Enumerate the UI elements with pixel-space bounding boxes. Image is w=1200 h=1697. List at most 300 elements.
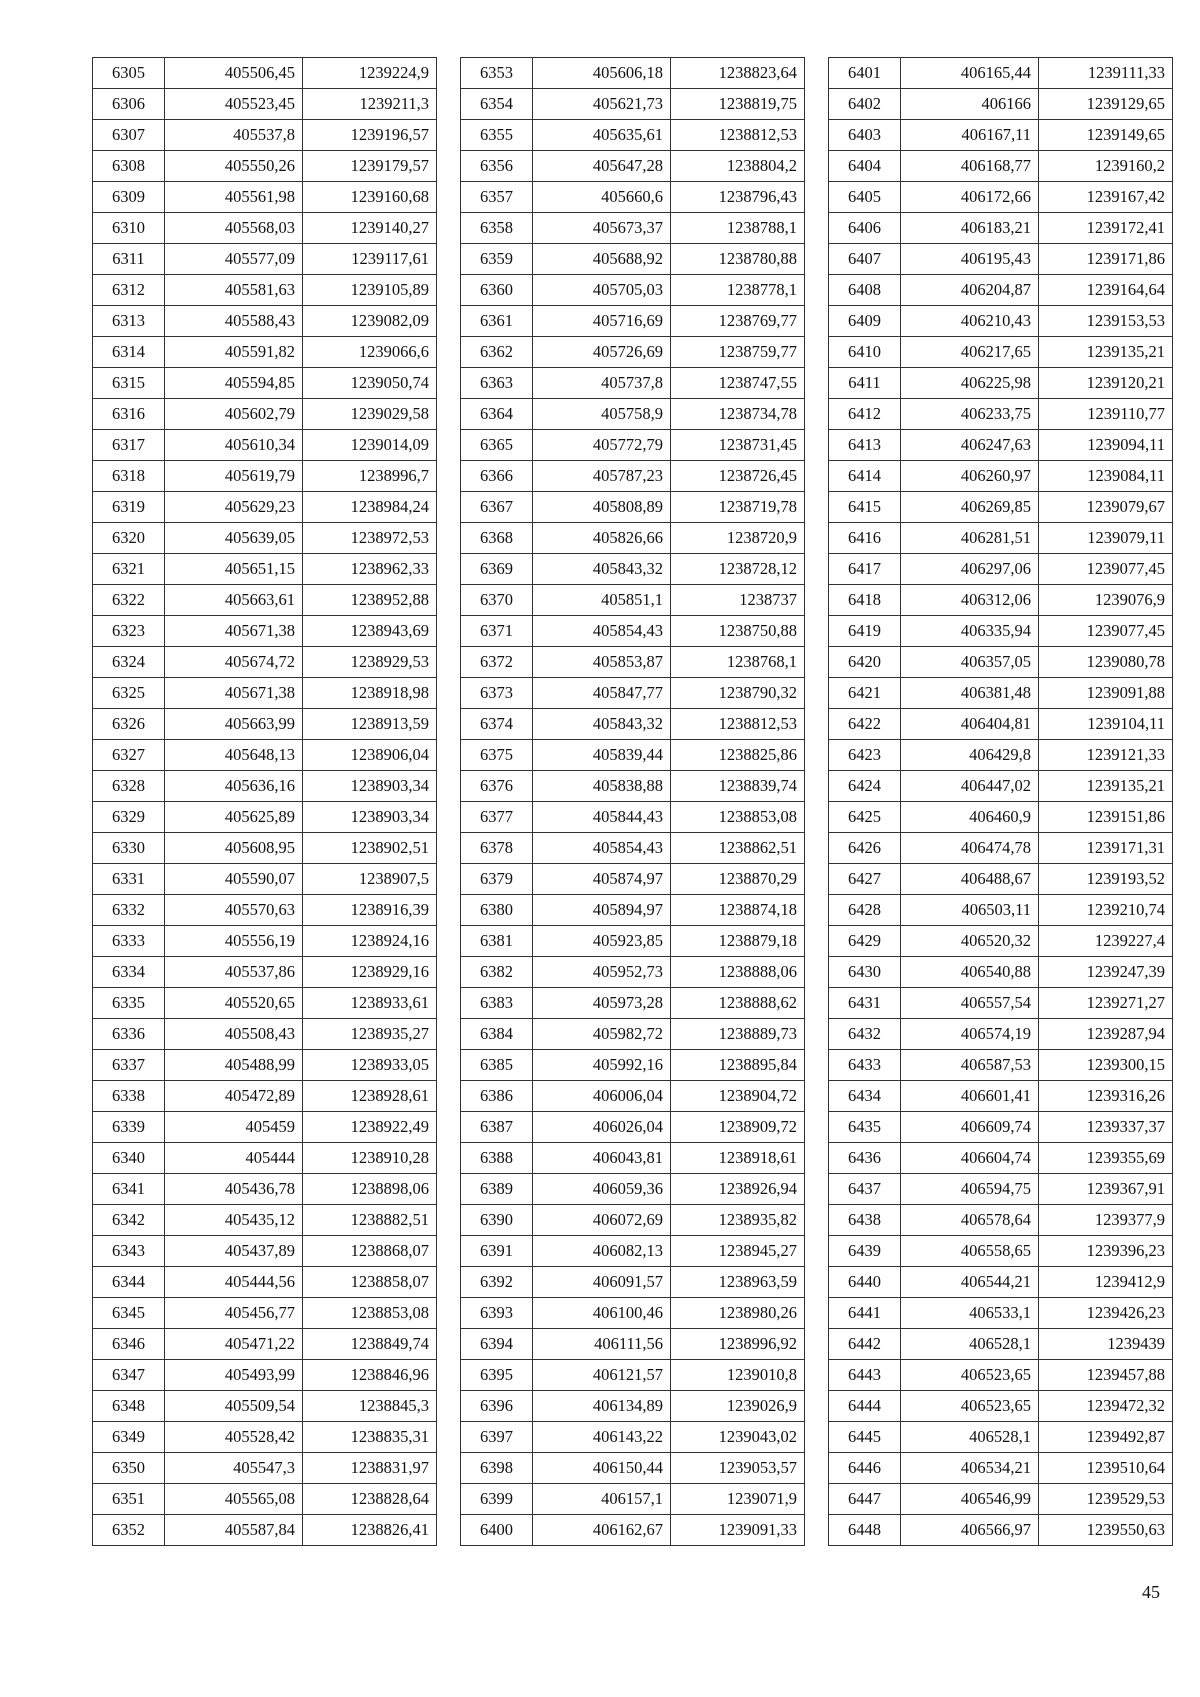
y-coordinate-cell: 1238826,41 [303,1515,437,1546]
point-id-cell: 6366 [461,461,533,492]
table-row [93,523,437,554]
x-coordinate-cell: 406566,97 [901,1515,1039,1546]
table-row [829,1484,1173,1515]
point-id-cell: 6401 [829,58,901,89]
point-id-cell: 6343 [93,1236,165,1267]
point-id-cell: 6442 [829,1329,901,1360]
point-id-cell: 6380 [461,895,533,926]
table-row [93,337,437,368]
x-coordinate-cell: 405435,12 [165,1205,303,1236]
x-coordinate-cell: 406143,22 [533,1422,671,1453]
table-row [93,1050,437,1081]
x-coordinate-cell: 405608,95 [165,833,303,864]
x-coordinate-cell: 405716,69 [533,306,671,337]
x-coordinate-cell: 405561,98 [165,182,303,213]
point-id-cell: 6444 [829,1391,901,1422]
y-coordinate-cell: 1239529,53 [1039,1484,1173,1515]
y-coordinate-cell: 1239151,86 [1039,802,1173,833]
point-id-cell: 6354 [461,89,533,120]
y-coordinate-cell: 1238796,43 [671,182,805,213]
point-id-cell: 6379 [461,864,533,895]
x-coordinate-cell: 405565,08 [165,1484,303,1515]
y-coordinate-cell: 1239053,57 [671,1453,805,1484]
x-coordinate-cell: 406269,85 [901,492,1039,523]
point-id-cell: 6308 [93,151,165,182]
point-id-cell: 6433 [829,1050,901,1081]
x-coordinate-cell: 406091,57 [533,1267,671,1298]
x-coordinate-cell: 406574,19 [901,1019,1039,1050]
table-row [829,368,1173,399]
x-coordinate-cell: 406157,1 [533,1484,671,1515]
x-coordinate-cell: 406587,53 [901,1050,1039,1081]
x-coordinate-cell: 405853,87 [533,647,671,678]
point-id-cell: 6406 [829,213,901,244]
x-coordinate-cell: 406460,9 [901,802,1039,833]
x-coordinate-cell: 406474,78 [901,833,1039,864]
x-coordinate-cell: 405671,38 [165,616,303,647]
table-row [461,802,805,833]
x-coordinate-cell: 406578,64 [901,1205,1039,1236]
table-row [93,1422,437,1453]
y-coordinate-cell: 1238845,3 [303,1391,437,1422]
point-id-cell: 6306 [93,89,165,120]
x-coordinate-cell: 405610,34 [165,430,303,461]
table-row [829,554,1173,585]
point-id-cell: 6357 [461,182,533,213]
y-coordinate-cell: 1238853,08 [303,1298,437,1329]
y-coordinate-cell: 1239071,9 [671,1484,805,1515]
point-id-cell: 6318 [93,461,165,492]
y-coordinate-cell: 1239210,74 [1039,895,1173,926]
table-row [93,616,437,647]
point-id-cell: 6339 [93,1112,165,1143]
table-row [93,1391,437,1422]
point-id-cell: 6344 [93,1267,165,1298]
point-id-cell: 6372 [461,647,533,678]
point-id-cell: 6328 [93,771,165,802]
y-coordinate-cell: 1238903,34 [303,802,437,833]
table-row [461,1050,805,1081]
point-id-cell: 6378 [461,833,533,864]
y-coordinate-cell: 1239026,9 [671,1391,805,1422]
table-row [461,430,805,461]
x-coordinate-cell: 405647,28 [533,151,671,182]
table-row [93,926,437,957]
y-coordinate-cell: 1238839,74 [671,771,805,802]
table-row [93,1484,437,1515]
y-coordinate-cell: 1238812,53 [671,709,805,740]
table-row [829,1205,1173,1236]
x-coordinate-cell: 406233,75 [901,399,1039,430]
table-row [93,182,437,213]
y-coordinate-cell: 1238804,2 [671,151,805,182]
y-coordinate-cell: 1239077,45 [1039,616,1173,647]
table-row [461,616,805,647]
table-row [829,337,1173,368]
y-coordinate-cell: 1238862,51 [671,833,805,864]
table-row [461,1019,805,1050]
x-coordinate-cell: 405660,6 [533,182,671,213]
table-row [93,833,437,864]
x-coordinate-cell: 406059,36 [533,1174,671,1205]
point-id-cell: 6440 [829,1267,901,1298]
table-row [461,368,805,399]
x-coordinate-cell: 405639,05 [165,523,303,554]
x-coordinate-cell: 405854,43 [533,833,671,864]
x-coordinate-cell: 405506,45 [165,58,303,89]
table-row [93,368,437,399]
x-coordinate-cell: 406381,48 [901,678,1039,709]
table-row [461,864,805,895]
y-coordinate-cell: 1239091,88 [1039,678,1173,709]
x-coordinate-cell: 406404,81 [901,709,1039,740]
x-coordinate-cell: 405537,86 [165,957,303,988]
y-coordinate-cell: 1239396,23 [1039,1236,1173,1267]
y-coordinate-cell: 1238898,06 [303,1174,437,1205]
table-row [93,957,437,988]
point-id-cell: 6359 [461,244,533,275]
coordinate-table-1 [92,57,437,1546]
x-coordinate-cell: 405437,89 [165,1236,303,1267]
y-coordinate-cell: 1238924,16 [303,926,437,957]
x-coordinate-cell: 406260,97 [901,461,1039,492]
y-coordinate-cell: 1239300,15 [1039,1050,1173,1081]
table-row [93,306,437,337]
point-id-cell: 6443 [829,1360,901,1391]
y-coordinate-cell: 1239129,65 [1039,89,1173,120]
y-coordinate-cell: 1238935,82 [671,1205,805,1236]
point-id-cell: 6424 [829,771,901,802]
x-coordinate-cell: 405621,73 [533,89,671,120]
point-id-cell: 6370 [461,585,533,616]
x-coordinate-cell: 405663,61 [165,585,303,616]
x-coordinate-cell: 405671,38 [165,678,303,709]
x-coordinate-cell: 406043,81 [533,1143,671,1174]
x-coordinate-cell: 405509,54 [165,1391,303,1422]
point-id-cell: 6342 [93,1205,165,1236]
table-row [461,957,805,988]
x-coordinate-cell: 406534,21 [901,1453,1039,1484]
table-row [461,89,805,120]
point-id-cell: 6336 [93,1019,165,1050]
point-id-cell: 6330 [93,833,165,864]
y-coordinate-cell: 1238996,92 [671,1329,805,1360]
point-id-cell: 6348 [93,1391,165,1422]
x-coordinate-cell: 405591,82 [165,337,303,368]
x-coordinate-cell: 405826,66 [533,523,671,554]
point-id-cell: 6341 [93,1174,165,1205]
table-row [829,895,1173,926]
y-coordinate-cell: 1238913,59 [303,709,437,740]
point-id-cell: 6346 [93,1329,165,1360]
y-coordinate-cell: 1239172,41 [1039,213,1173,244]
point-id-cell: 6397 [461,1422,533,1453]
y-coordinate-cell: 1239140,27 [303,213,437,244]
point-id-cell: 6391 [461,1236,533,1267]
x-coordinate-cell: 405606,18 [533,58,671,89]
x-coordinate-cell: 406082,13 [533,1236,671,1267]
x-coordinate-cell: 405444 [165,1143,303,1174]
coordinate-table-3 [828,57,1173,1546]
table-row [93,492,437,523]
point-id-cell: 6363 [461,368,533,399]
table-row [829,213,1173,244]
x-coordinate-cell: 406297,06 [901,554,1039,585]
table-row [461,1453,805,1484]
point-id-cell: 6324 [93,647,165,678]
y-coordinate-cell: 1238904,72 [671,1081,805,1112]
table-row [461,1329,805,1360]
y-coordinate-cell: 1238719,78 [671,492,805,523]
x-coordinate-cell: 405648,13 [165,740,303,771]
table-row [461,1422,805,1453]
x-coordinate-cell: 405444,56 [165,1267,303,1298]
point-id-cell: 6365 [461,430,533,461]
point-id-cell: 6319 [93,492,165,523]
table-row [93,1236,437,1267]
table-row [93,1515,437,1546]
point-id-cell: 6383 [461,988,533,1019]
x-coordinate-cell: 405629,23 [165,492,303,523]
point-id-cell: 6447 [829,1484,901,1515]
point-id-cell: 6432 [829,1019,901,1050]
y-coordinate-cell: 1239104,11 [1039,709,1173,740]
point-id-cell: 6309 [93,182,165,213]
x-coordinate-cell: 405570,63 [165,895,303,926]
table-row [93,554,437,585]
table-row [461,1081,805,1112]
table-row [829,1019,1173,1050]
y-coordinate-cell: 1239149,65 [1039,120,1173,151]
table-row [461,213,805,244]
y-coordinate-cell: 1238907,5 [303,864,437,895]
table-row [461,1174,805,1205]
table-row [829,1143,1173,1174]
x-coordinate-cell: 406447,02 [901,771,1039,802]
table-row [829,151,1173,182]
table-row [93,864,437,895]
table-row [829,1174,1173,1205]
point-id-cell: 6307 [93,120,165,151]
table-row [461,585,805,616]
x-coordinate-cell: 405923,85 [533,926,671,957]
x-coordinate-cell: 406503,11 [901,895,1039,926]
x-coordinate-cell: 406183,21 [901,213,1039,244]
point-id-cell: 6403 [829,120,901,151]
x-coordinate-cell: 405952,73 [533,957,671,988]
y-coordinate-cell: 1238778,1 [671,275,805,306]
x-coordinate-cell: 405577,09 [165,244,303,275]
x-coordinate-cell: 405982,72 [533,1019,671,1050]
table-row [461,709,805,740]
y-coordinate-cell: 1239121,33 [1039,740,1173,771]
point-id-cell: 6338 [93,1081,165,1112]
table-row [829,771,1173,802]
y-coordinate-cell: 1238906,04 [303,740,437,771]
y-coordinate-cell: 1239550,63 [1039,1515,1173,1546]
point-id-cell: 6329 [93,802,165,833]
point-id-cell: 6312 [93,275,165,306]
table-row [829,89,1173,120]
point-id-cell: 6425 [829,802,901,833]
table-row [93,151,437,182]
table-row [93,585,437,616]
point-id-cell: 6416 [829,523,901,554]
y-coordinate-cell: 1238888,06 [671,957,805,988]
x-coordinate-cell: 406204,87 [901,275,1039,306]
y-coordinate-cell: 1238926,94 [671,1174,805,1205]
x-coordinate-cell: 405587,84 [165,1515,303,1546]
x-coordinate-cell: 405874,97 [533,864,671,895]
point-id-cell: 6445 [829,1422,901,1453]
point-id-cell: 6351 [93,1484,165,1515]
point-id-cell: 6305 [93,58,165,89]
y-coordinate-cell: 1238962,33 [303,554,437,585]
table-row [829,926,1173,957]
point-id-cell: 6340 [93,1143,165,1174]
x-coordinate-cell: 406528,1 [901,1329,1039,1360]
x-coordinate-cell: 405472,89 [165,1081,303,1112]
point-id-cell: 6382 [461,957,533,988]
x-coordinate-cell: 406150,44 [533,1453,671,1484]
x-coordinate-cell: 406167,11 [901,120,1039,151]
point-id-cell: 6387 [461,1112,533,1143]
table-row [93,709,437,740]
point-id-cell: 6410 [829,337,901,368]
table-row [461,399,805,430]
x-coordinate-cell: 406210,43 [901,306,1039,337]
y-coordinate-cell: 1239377,9 [1039,1205,1173,1236]
page-number: 45 [1142,1582,1160,1602]
x-coordinate-cell: 406100,46 [533,1298,671,1329]
table-row [461,182,805,213]
point-id-cell: 6411 [829,368,901,399]
y-coordinate-cell: 1238972,53 [303,523,437,554]
y-coordinate-cell: 1238984,24 [303,492,437,523]
y-coordinate-cell: 1239492,87 [1039,1422,1173,1453]
x-coordinate-cell: 406528,1 [901,1422,1039,1453]
table-row [461,275,805,306]
table-row [461,1298,805,1329]
x-coordinate-cell: 405568,03 [165,213,303,244]
table-row [829,523,1173,554]
table-row [93,430,437,461]
x-coordinate-cell: 406523,65 [901,1391,1039,1422]
x-coordinate-cell: 406134,89 [533,1391,671,1422]
point-id-cell: 6355 [461,120,533,151]
point-id-cell: 6420 [829,647,901,678]
table-row [829,182,1173,213]
point-id-cell: 6385 [461,1050,533,1081]
point-id-cell: 6332 [93,895,165,926]
x-coordinate-cell: 405737,8 [533,368,671,399]
y-coordinate-cell: 1239120,21 [1039,368,1173,399]
table-row [461,492,805,523]
table-row [461,1484,805,1515]
y-coordinate-cell: 1239079,67 [1039,492,1173,523]
point-id-cell: 6405 [829,182,901,213]
x-coordinate-cell: 405688,92 [533,244,671,275]
point-id-cell: 6407 [829,244,901,275]
y-coordinate-cell: 1238888,62 [671,988,805,1019]
point-id-cell: 6337 [93,1050,165,1081]
y-coordinate-cell: 1239079,11 [1039,523,1173,554]
y-coordinate-cell: 1239076,9 [1039,585,1173,616]
point-id-cell: 6436 [829,1143,901,1174]
x-coordinate-cell: 405619,79 [165,461,303,492]
x-coordinate-cell: 405851,1 [533,585,671,616]
table-row [93,1360,437,1391]
x-coordinate-cell: 405550,26 [165,151,303,182]
point-id-cell: 6430 [829,957,901,988]
point-id-cell: 6429 [829,926,901,957]
x-coordinate-cell: 406281,51 [901,523,1039,554]
table-row [829,1236,1173,1267]
point-id-cell: 6413 [829,430,901,461]
y-coordinate-cell: 1239110,77 [1039,399,1173,430]
point-id-cell: 6352 [93,1515,165,1546]
point-id-cell: 6349 [93,1422,165,1453]
y-coordinate-cell: 1238933,61 [303,988,437,1019]
point-id-cell: 6418 [829,585,901,616]
table-row [93,740,437,771]
table-row [93,213,437,244]
table-row [461,1205,805,1236]
x-coordinate-cell: 405847,77 [533,678,671,709]
y-coordinate-cell: 1238734,78 [671,399,805,430]
table-row [93,988,437,1019]
x-coordinate-cell: 405636,16 [165,771,303,802]
y-coordinate-cell: 1238768,1 [671,647,805,678]
point-id-cell: 6353 [461,58,533,89]
point-id-cell: 6333 [93,926,165,957]
point-id-cell: 6409 [829,306,901,337]
x-coordinate-cell: 406121,57 [533,1360,671,1391]
table-row [829,678,1173,709]
point-id-cell: 6316 [93,399,165,430]
y-coordinate-cell: 1238922,49 [303,1112,437,1143]
table-row [93,275,437,306]
x-coordinate-cell: 405590,07 [165,864,303,895]
y-coordinate-cell: 1239510,64 [1039,1453,1173,1484]
x-coordinate-cell: 406247,63 [901,430,1039,461]
point-id-cell: 6393 [461,1298,533,1329]
table-row [829,399,1173,430]
y-coordinate-cell: 1239105,89 [303,275,437,306]
point-id-cell: 6369 [461,554,533,585]
x-coordinate-cell: 406601,41 [901,1081,1039,1112]
table-row [93,244,437,275]
point-id-cell: 6398 [461,1453,533,1484]
x-coordinate-cell: 406006,04 [533,1081,671,1112]
point-id-cell: 6345 [93,1298,165,1329]
y-coordinate-cell: 1238928,61 [303,1081,437,1112]
y-coordinate-cell: 1239287,94 [1039,1019,1173,1050]
point-id-cell: 6435 [829,1112,901,1143]
x-coordinate-cell: 406166 [901,89,1039,120]
x-coordinate-cell: 405471,22 [165,1329,303,1360]
x-coordinate-cell: 406312,06 [901,585,1039,616]
x-coordinate-cell: 406172,66 [901,182,1039,213]
point-id-cell: 6384 [461,1019,533,1050]
point-id-cell: 6412 [829,399,901,430]
point-id-cell: 6321 [93,554,165,585]
y-coordinate-cell: 1239179,57 [303,151,437,182]
y-coordinate-cell: 1239010,8 [671,1360,805,1391]
x-coordinate-cell: 405488,99 [165,1050,303,1081]
point-id-cell: 6313 [93,306,165,337]
y-coordinate-cell: 1239426,23 [1039,1298,1173,1329]
